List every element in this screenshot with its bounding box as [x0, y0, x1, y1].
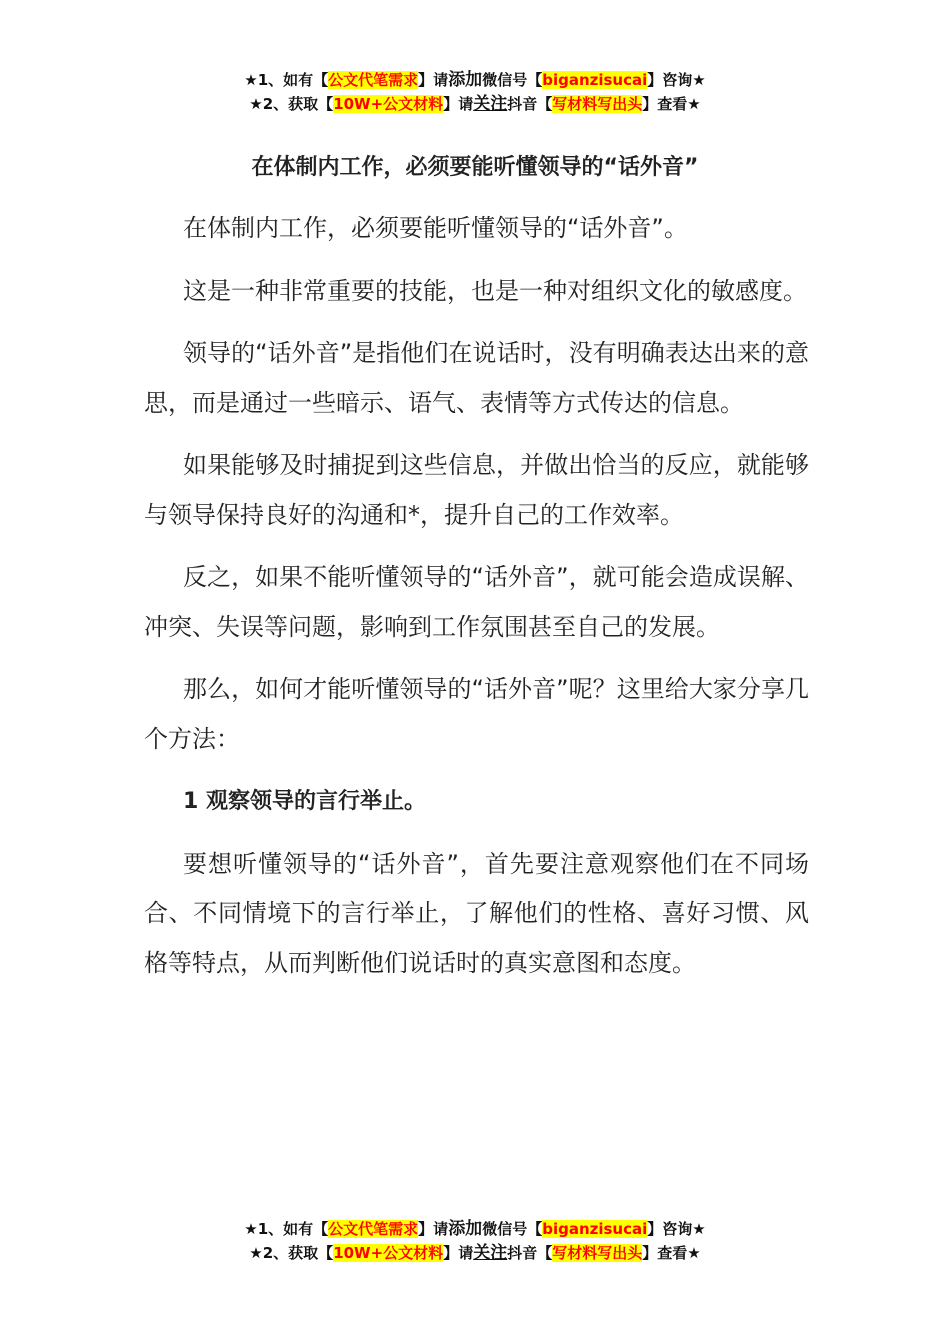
banner-text: 】请	[443, 1244, 474, 1262]
douyin-id-highlight: 写材料写出头	[552, 95, 643, 113]
banner-text: 微信号【	[482, 71, 543, 89]
paragraph: 要想听懂领导的“话外音”，首先要注意观察他们在不同场合、不同情境下的言行举止，了解他们的性格、喜好习惯、风格等特点，从而判断他们说话时的真实意图和态度。	[144, 849, 809, 977]
banner-text: 】请	[418, 1220, 449, 1238]
header-banner	[0, 68, 950, 116]
banner-text: ★2、获取【	[249, 1244, 334, 1262]
paragraph: 如果能够及时捕捉到这些信息，并做出恰当的反应，就能够与领导保持良好的沟通和*，提升自己的工作效率。	[144, 451, 809, 529]
banner-line-1	[0, 1217, 950, 1241]
banner-highlight: 10W+公文材料	[333, 1244, 444, 1262]
banner-text: 】请	[443, 95, 474, 113]
document-body	[144, 204, 809, 1001]
banner-highlight: 公文代笔需求	[328, 71, 419, 89]
banner-highlight: 公文代笔需求	[328, 1220, 419, 1238]
banner-underlined: 关注	[473, 94, 508, 114]
banner-emphasis: 添加	[448, 1219, 483, 1239]
section-heading: 1 观察领导的言行举止。	[183, 789, 426, 814]
paragraph: 那么，如何才能听懂领导的“话外音”呢？这里给大家分享几个方法：	[144, 675, 809, 753]
banner-text: 】查看★	[642, 95, 701, 113]
paragraph: 领导的“话外音”是指他们在说话时，没有明确表达出来的意思，而是通过一些暗示、语气、表情等方式传达的信息。	[144, 339, 809, 417]
wechat-id-highlight: biganzisucai	[542, 1220, 648, 1238]
footer-banner	[0, 1217, 950, 1265]
banner-text: ★2、获取【	[249, 95, 334, 113]
banner-line-1	[0, 68, 950, 92]
document-title: 在体制内工作，必须要能听懂领导的“话外音”	[251, 155, 699, 180]
paragraph: 这是一种非常重要的技能，也是一种对组织文化的敏感度。	[183, 276, 807, 305]
banner-line-2	[0, 1241, 950, 1265]
banner-highlight: 10W+公文材料	[333, 95, 444, 113]
wechat-id-highlight: biganzisucai	[542, 71, 648, 89]
banner-text: 】请	[418, 71, 449, 89]
banner-line-2	[0, 92, 950, 116]
banner-text: ★1、如有【	[244, 1220, 329, 1238]
banner-text: 】查看★	[642, 1244, 701, 1262]
banner-text: 微信号【	[482, 1220, 543, 1238]
banner-text: ★1、如有【	[244, 71, 329, 89]
banner-text: 】咨询★	[647, 71, 706, 89]
banner-text: 抖音【	[507, 1244, 553, 1262]
banner-text: 】咨询★	[647, 1220, 706, 1238]
banner-emphasis: 添加	[448, 70, 483, 90]
banner-text: 抖音【	[507, 95, 553, 113]
banner-underlined: 关注	[473, 1243, 508, 1263]
paragraph: 在体制内工作，必须要能听懂领导的“话外音”。	[183, 214, 688, 242]
paragraph: 反之，如果不能听懂领导的“话外音”，就可能会造成误解、冲突、失误等问题，影响到工作氛围甚至自己的发展。	[144, 563, 809, 641]
douyin-id-highlight: 写材料写出头	[552, 1244, 643, 1262]
